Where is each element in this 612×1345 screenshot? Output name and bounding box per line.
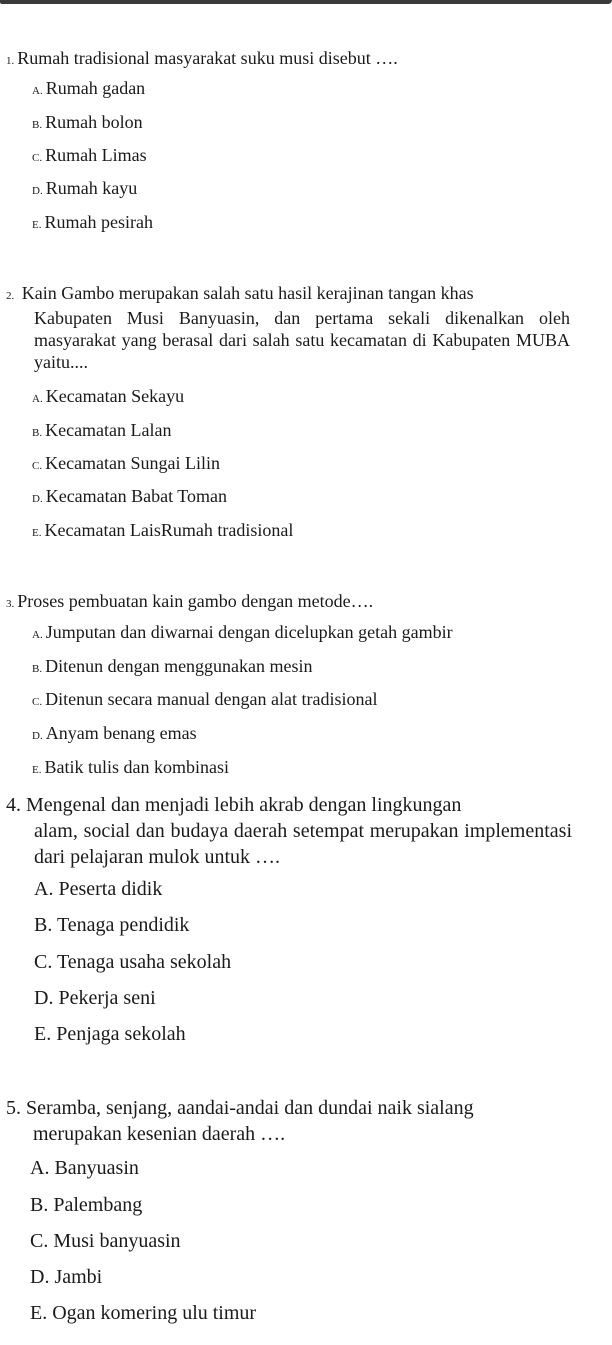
question-4-option-c[interactable]: C. Tenaga usaha sekolah xyxy=(34,951,232,973)
question-3-number: 3. xyxy=(6,598,15,610)
question-2-option-b[interactable]: B. Kecamatan Lalan xyxy=(32,420,172,440)
question-3-option-b[interactable]: B. Ditenun dengan menggunakan mesin xyxy=(32,656,313,676)
question-3-option-c[interactable]: C. Ditenun secara manual dengan alat tradisional xyxy=(32,689,378,709)
question-2-option-d[interactable]: D. Kecamatan Babat Toman xyxy=(32,486,228,506)
question-2-stem xyxy=(6,282,570,373)
question-3-option-d[interactable]: D. Anyam benang emas xyxy=(32,723,197,743)
question-4-option-d[interactable]: D. Pekerja seni xyxy=(34,987,156,1009)
question-5-option-e[interactable]: E. Ogan komering ulu timur xyxy=(30,1302,257,1324)
question-3-option-a[interactable]: A. Jumputan dan diwarnai dengan dicelupkan getah gambir xyxy=(32,622,453,642)
question-5-option-a[interactable]: A. Banyuasin xyxy=(30,1157,139,1179)
question-5-option-c[interactable]: C. Musi banyuasin xyxy=(30,1230,181,1252)
question-2-option-e[interactable]: E. Kecamatan LaisRumah tradisional xyxy=(32,520,294,540)
question-4-option-b[interactable]: B. Tenaga pendidik xyxy=(34,914,190,936)
question-1-option-a[interactable]: A. Rumah gadan xyxy=(32,78,146,98)
question-5-text-rest: merupakan kesenian daerah …. xyxy=(33,1123,286,1145)
question-5-text-line1: Seramba, senjang, aandai-andai dan dundai naik sialang xyxy=(26,1097,474,1119)
question-4-text-rest: alam, social dan budaya daerah setempat merupakan implementasi dari pelajaran mulok untuk …. xyxy=(34,820,572,868)
question-4-option-e[interactable]: E. Penjaga sekolah xyxy=(34,1023,186,1045)
question-1-option-b[interactable]: B. Rumah bolon xyxy=(32,112,143,132)
question-3-text: Proses pembuatan kain gambo dengan metode…. xyxy=(17,591,374,611)
question-2-number: 2. xyxy=(6,290,15,302)
question-4-number: 4. xyxy=(6,794,21,816)
question-5-option-b[interactable]: B. Palembang xyxy=(30,1194,143,1216)
question-1-option-c[interactable]: C. Rumah Limas xyxy=(32,145,147,165)
question-1-stem xyxy=(6,47,566,72)
question-1-option-e[interactable]: E. Rumah pesirah xyxy=(32,212,153,232)
question-2-option-a[interactable]: A. Kecamatan Sekayu xyxy=(32,386,185,406)
question-3-stem xyxy=(6,590,566,615)
question-5-number: 5. xyxy=(6,1097,21,1119)
question-1-text: Rumah tradisional masyarakat suku musi disebut …. xyxy=(17,48,398,68)
question-1-number: 1. xyxy=(6,55,15,67)
question-4-option-a[interactable]: A. Peserta didik xyxy=(34,878,163,900)
question-4-text-line1: Mengenal dan menjadi lebih akrab dengan lingkungan xyxy=(26,794,462,816)
question-1-option-d[interactable]: D. Rumah kayu xyxy=(32,178,138,198)
question-5-option-d[interactable]: D. Jambi xyxy=(30,1266,103,1288)
top-edge-bar xyxy=(0,0,612,4)
question-2-option-c[interactable]: C. Kecamatan Sungai Lilin xyxy=(32,453,221,473)
question-2-text-line1: Kain Gambo merupakan salah satu hasil kerajinan tangan khas xyxy=(21,283,474,303)
question-5-stem xyxy=(6,1095,574,1147)
question-2-text-rest: Kabupaten Musi Banyuasin, dan pertama sekali dikenalkan oleh masyarakat yang berasal dari salah satu kecamatan di Kabupaten MUBA yaitu.... xyxy=(34,308,570,372)
question-4-stem xyxy=(6,792,572,870)
question-3-option-e[interactable]: E. Batik tulis dan kombinasi xyxy=(32,757,229,777)
